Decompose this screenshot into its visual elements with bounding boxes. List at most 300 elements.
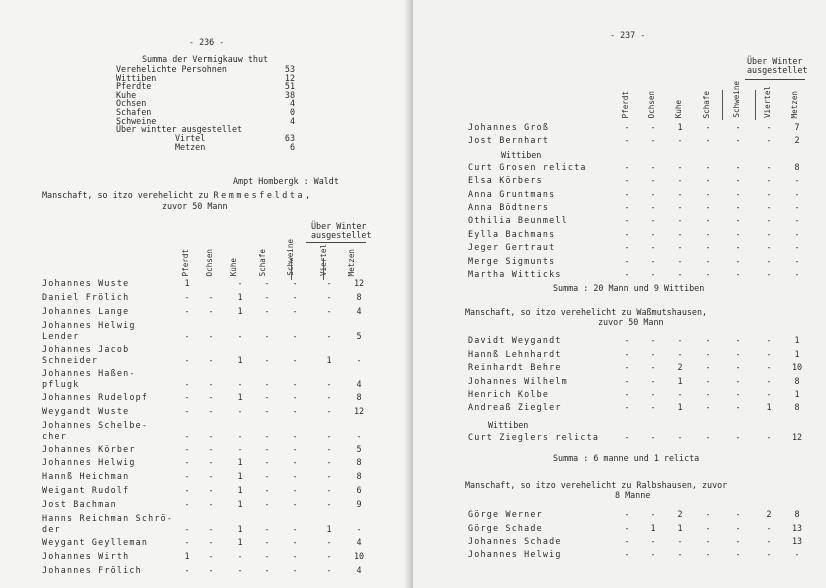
row-cell: 1 <box>677 522 683 533</box>
row-cell: - <box>264 443 270 454</box>
summary-label: Schweine <box>116 115 157 126</box>
row-cell: - <box>705 242 711 253</box>
row-cell: - <box>208 305 214 316</box>
row-cell: - <box>650 215 656 226</box>
row-cell: - <box>326 471 332 482</box>
place-name: Remmesfeldta <box>213 190 306 200</box>
row-cell: 1 <box>237 354 243 365</box>
winter-header-rule <box>306 242 366 243</box>
row-cell: - <box>264 537 270 547</box>
row-cell: 1 <box>677 375 683 386</box>
row-cell: - <box>677 135 683 146</box>
row-cell: - <box>735 522 741 533</box>
row-cell: - <box>766 375 772 386</box>
row-cell: - <box>766 122 772 132</box>
row-cell: - <box>650 362 656 373</box>
row-name: Anna Bödtners <box>468 202 550 212</box>
row-cell: - <box>794 549 800 560</box>
row-cell: 8 <box>794 509 800 520</box>
row-cell: - <box>624 242 630 253</box>
row-cell: - <box>650 202 656 212</box>
row-cell: - <box>208 391 214 402</box>
row-cell: 2 <box>677 509 683 520</box>
row-cell: - <box>705 536 711 546</box>
row-cell: - <box>264 278 270 288</box>
row-name: Hannß Heichman <box>42 471 130 482</box>
row-cell: - <box>650 348 656 359</box>
row-cell: - <box>766 135 772 146</box>
row-cell: - <box>184 405 190 416</box>
row-cell: 8 <box>356 457 362 468</box>
row-cell: 1 <box>237 471 243 482</box>
row-cell: - <box>735 348 741 359</box>
row-cell: - <box>624 389 630 399</box>
row-cell: - <box>624 188 630 199</box>
row-cell: 4 <box>356 305 362 316</box>
row-cell: 1 <box>237 499 243 510</box>
row-cell: - <box>735 269 741 279</box>
row-cell: - <box>208 550 214 561</box>
row-cell: - <box>184 378 190 389</box>
row-cell: 1 <box>237 391 243 402</box>
row-cell: 1 <box>326 524 332 534</box>
row-cell: - <box>794 202 800 212</box>
page-number: - 236 - <box>189 37 225 47</box>
row-name: Curt Grosen relicta <box>468 161 587 172</box>
row-name: Johannes Schade <box>468 536 562 546</box>
row-cell: - <box>705 135 711 146</box>
row-cell: - <box>735 161 741 172</box>
row-cell: - <box>264 524 270 534</box>
row-cell: - <box>677 242 683 253</box>
row-cell: - <box>208 354 214 365</box>
row-cell: - <box>766 335 772 346</box>
row-cell: - <box>650 269 656 279</box>
row-cell: - <box>794 255 800 266</box>
row-cell: - <box>292 305 298 316</box>
right-page <box>413 0 826 588</box>
row-cell: - <box>705 122 711 132</box>
row-cell: - <box>292 291 298 302</box>
row-cell: - <box>184 354 190 365</box>
row-cell: - <box>184 485 190 496</box>
row-name: Henrich Kolbe <box>468 389 550 399</box>
row-cell: - <box>292 391 298 402</box>
row-cell: - <box>624 122 630 132</box>
column-header: Schafe <box>702 90 711 118</box>
row-cell: - <box>766 161 772 172</box>
summary-value: 4 <box>289 115 295 126</box>
row-cell: - <box>326 564 332 575</box>
row-cell: 1 <box>237 457 243 468</box>
row-cell: - <box>766 389 772 399</box>
row-cell: - <box>624 269 630 279</box>
row-cell: - <box>237 378 243 389</box>
row-cell: - <box>677 202 683 212</box>
row-cell: - <box>766 269 772 279</box>
row-cell: - <box>677 161 683 172</box>
row-cell: - <box>677 228 683 239</box>
row-cell: - <box>624 175 630 186</box>
row-cell: - <box>184 330 190 341</box>
row-cell: - <box>237 550 243 561</box>
column-header: Kuhe <box>674 99 683 118</box>
row-cell: - <box>650 122 656 132</box>
row-cell: - <box>624 348 630 359</box>
row-name: Görge Werner <box>468 509 543 520</box>
row-name: Johannes Lange <box>42 305 130 316</box>
row-cell: - <box>766 348 772 359</box>
row-name: Hanns Reichman Schrö- der <box>42 513 174 534</box>
row-cell: - <box>705 375 711 386</box>
row-cell: - <box>650 402 656 413</box>
row-cell: - <box>326 391 332 402</box>
row-cell: - <box>650 161 656 172</box>
row-name: Merge Sigmunts <box>468 255 556 266</box>
row-cell: - <box>705 175 711 186</box>
row-cell: - <box>650 335 656 346</box>
row-name: Johannes Haßen- pflugk <box>42 367 136 389</box>
row-cell: - <box>735 228 741 239</box>
row-cell: - <box>735 549 741 560</box>
row-cell: - <box>326 305 332 316</box>
row-name: Anna Gruntmans <box>468 188 556 199</box>
row-cell: - <box>705 335 711 346</box>
row-cell: - <box>677 335 683 346</box>
wittiben-label: Wittiben <box>488 419 529 430</box>
row-cell: 8 <box>794 161 800 172</box>
row-cell: 1 <box>184 550 190 561</box>
row-cell: - <box>208 405 214 416</box>
row-cell: - <box>326 291 332 302</box>
row-cell: 2 <box>766 509 772 520</box>
row-cell: - <box>292 430 298 441</box>
row-cell: - <box>292 471 298 482</box>
row-cell: - <box>292 278 298 288</box>
row-cell: 13 <box>791 522 803 533</box>
row-cell: - <box>650 228 656 239</box>
intro-line-2: zuvor 50 Mann <box>162 201 228 211</box>
row-cell: - <box>766 175 772 186</box>
summary-value: 53 <box>284 64 295 74</box>
row-cell: - <box>735 362 741 373</box>
row-cell: - <box>264 405 270 416</box>
row-cell: - <box>326 485 332 496</box>
column-header: Metzen <box>347 248 356 276</box>
row-cell: - <box>237 330 243 341</box>
row-cell: - <box>292 485 298 496</box>
row-name: Davidt Weygandt <box>468 335 562 346</box>
row-cell: 13 <box>791 536 803 546</box>
row-cell: 1 <box>677 122 683 132</box>
row-cell: - <box>184 391 190 402</box>
row-cell: - <box>766 215 772 226</box>
intro-line: Manschaft, so itzo verehelicht zu Ralbshausen, zuvor <box>465 480 728 491</box>
row-cell: - <box>794 228 800 239</box>
row-cell: - <box>264 305 270 316</box>
row-cell: - <box>735 375 741 386</box>
row-cell: - <box>264 430 270 441</box>
page-number: - 237 - <box>610 30 646 40</box>
row-cell: - <box>264 564 270 575</box>
row-cell: - <box>208 537 214 547</box>
column-header: Pferdt <box>621 90 630 118</box>
row-cell: - <box>292 443 298 454</box>
row-cell: - <box>650 389 656 399</box>
row-cell: - <box>184 524 190 534</box>
column-header: Schweine <box>732 81 741 118</box>
row-cell: 12 <box>791 431 803 442</box>
row-cell: - <box>735 402 741 413</box>
row-cell: - <box>735 431 741 442</box>
row-cell: - <box>326 499 332 510</box>
row-cell: - <box>292 457 298 468</box>
row-cell: - <box>208 564 214 575</box>
row-cell: - <box>292 524 298 534</box>
row-cell: - <box>208 524 214 534</box>
intro-line-2: zuvor 50 Mann <box>598 317 664 328</box>
row-cell: - <box>677 255 683 266</box>
row-cell: 1 <box>766 402 772 413</box>
row-cell: - <box>677 431 683 442</box>
row-cell: - <box>208 330 214 341</box>
row-cell: - <box>264 499 270 510</box>
row-cell: - <box>650 135 656 146</box>
row-name: Curt Zieglers relicta <box>468 431 600 442</box>
column-header: Ochsen <box>205 248 214 276</box>
row-name: Görge Schade <box>468 522 543 533</box>
row-cell: - <box>184 457 190 468</box>
row-cell: - <box>184 291 190 302</box>
summary-label: Pferdte <box>116 81 152 92</box>
intro-line: Manschaft, so itzo verehelicht zu Waßmutshausen, <box>465 307 708 318</box>
summa-line: Summa : 20 Mann und 9 Wittiben <box>553 283 705 294</box>
row-cell: - <box>766 242 772 253</box>
row-cell: - <box>326 278 332 288</box>
row-cell: 8 <box>356 471 362 482</box>
row-cell: - <box>326 443 332 454</box>
intro-line-2: 8 Manne <box>615 490 651 501</box>
row-cell: - <box>208 485 214 496</box>
row-cell: 2 <box>794 135 800 146</box>
summary-title: Summa der Vermigkauw thut <box>142 54 269 64</box>
row-cell: - <box>735 242 741 253</box>
row-cell: - <box>705 228 711 239</box>
summary-label: Kuhe <box>116 89 137 100</box>
row-name: Johannes Helwig <box>468 549 562 560</box>
row-cell: - <box>208 378 214 389</box>
row-cell: - <box>766 549 772 560</box>
row-cell: - <box>624 228 630 239</box>
row-cell: - <box>356 354 362 365</box>
row-cell: - <box>624 202 630 212</box>
column-divider <box>323 258 324 280</box>
summary-label: Virtel <box>175 133 206 144</box>
row-cell: - <box>650 188 656 199</box>
row-cell: - <box>677 348 683 359</box>
row-cell: 1 <box>237 305 243 316</box>
row-cell: 1 <box>794 348 800 359</box>
row-cell: - <box>624 509 630 520</box>
row-cell: - <box>650 549 656 560</box>
row-name: Jost Bernhart <box>468 135 550 146</box>
row-cell: - <box>766 188 772 199</box>
summary-label: Metzen <box>175 142 206 153</box>
row-cell: - <box>794 188 800 199</box>
row-cell: - <box>705 161 711 172</box>
column-divider <box>291 258 292 280</box>
row-cell: 9 <box>356 499 362 510</box>
column-header: Ochsen <box>647 90 656 118</box>
row-cell: - <box>735 536 741 546</box>
row-name: Elsa Körbers <box>468 175 543 186</box>
row-cell: - <box>735 188 741 199</box>
row-cell: - <box>766 362 772 373</box>
row-name: Andreaß Ziegler <box>468 402 562 413</box>
row-cell: - <box>794 242 800 253</box>
row-name: Johannes Schelbe- cher <box>42 419 149 441</box>
row-cell: - <box>705 509 711 520</box>
row-cell: - <box>264 471 270 482</box>
row-cell: 1 <box>677 402 683 413</box>
row-cell: - <box>735 509 741 520</box>
row-cell: - <box>794 175 800 186</box>
row-cell: 8 <box>794 402 800 413</box>
row-cell: 6 <box>356 485 362 496</box>
row-cell: - <box>677 175 683 186</box>
row-cell: - <box>766 431 772 442</box>
row-cell: - <box>264 550 270 561</box>
row-cell: - <box>624 431 630 442</box>
row-name: Johannes Jacob Schneider <box>42 343 130 365</box>
row-name: Eylla Bachmans <box>468 228 556 239</box>
row-cell: - <box>766 522 772 533</box>
row-cell: - <box>766 255 772 266</box>
row-cell: - <box>794 269 800 279</box>
row-name: Martha Witticks <box>468 269 562 279</box>
row-cell: - <box>292 378 298 389</box>
summary-value: 38 <box>284 89 295 100</box>
row-cell: - <box>237 564 243 575</box>
row-name: Johannes Groß <box>468 122 550 132</box>
row-name: Othilia Beunmell <box>468 215 568 226</box>
row-cell: - <box>650 255 656 266</box>
column-header: Kuhe <box>229 257 238 276</box>
row-cell: - <box>326 457 332 468</box>
row-cell: - <box>184 305 190 316</box>
row-cell: - <box>705 431 711 442</box>
row-cell: - <box>624 335 630 346</box>
column-header: Schafe <box>258 248 267 276</box>
row-cell: - <box>677 536 683 546</box>
row-cell: 1 <box>326 354 332 365</box>
row-cell: - <box>624 536 630 546</box>
intro-line: Manschaft, so itzo verehelicht zu Remmesfeldta, <box>42 190 311 200</box>
summary-value: 6 <box>289 142 295 153</box>
row-cell: - <box>292 537 298 547</box>
column-header: Viertel <box>319 243 328 276</box>
row-cell: - <box>624 549 630 560</box>
row-cell: 8 <box>356 391 362 402</box>
row-cell: 7 <box>794 122 800 132</box>
row-cell: - <box>705 549 711 560</box>
row-cell: - <box>326 430 332 441</box>
row-cell: - <box>184 564 190 575</box>
row-cell: - <box>356 524 362 534</box>
row-cell: 1 <box>650 522 656 533</box>
row-name: Daniel Frölich <box>42 291 130 302</box>
row-cell: - <box>705 202 711 212</box>
row-cell: - <box>292 405 298 416</box>
row-cell: - <box>264 457 270 468</box>
row-cell: - <box>208 291 214 302</box>
row-cell: - <box>184 537 190 547</box>
row-cell: - <box>237 430 243 441</box>
row-cell: - <box>326 550 332 561</box>
row-cell: - <box>735 389 741 399</box>
winter-header: Über Winter ausgestellet <box>747 56 808 75</box>
row-cell: - <box>735 335 741 346</box>
row-cell: - <box>326 537 332 547</box>
row-cell: 5 <box>356 330 362 341</box>
row-cell: - <box>208 471 214 482</box>
row-cell: - <box>794 215 800 226</box>
row-name: Jost Bachman <box>42 499 117 510</box>
row-cell: - <box>208 430 214 441</box>
row-cell: - <box>624 402 630 413</box>
row-cell: - <box>705 522 711 533</box>
row-cell: - <box>705 402 711 413</box>
summary-label: Schafen <box>116 107 152 117</box>
row-cell: 4 <box>356 378 362 389</box>
row-cell: - <box>264 330 270 341</box>
row-cell: - <box>766 536 772 546</box>
row-cell: - <box>735 255 741 266</box>
summary-winter-label: Über wintter ausgestellet <box>116 124 243 135</box>
row-cell: - <box>184 443 190 454</box>
row-cell: - <box>650 175 656 186</box>
row-cell: - <box>650 509 656 520</box>
summary-label: Verehelichte Persohnen <box>116 64 227 74</box>
column-header: Metzen <box>790 90 799 118</box>
row-cell: - <box>650 431 656 442</box>
row-cell: - <box>677 215 683 226</box>
row-cell: - <box>237 405 243 416</box>
wittiben-label: Wittiben <box>501 149 542 160</box>
row-cell: 5 <box>356 443 362 454</box>
row-cell: - <box>705 389 711 399</box>
row-cell: 4 <box>356 564 362 575</box>
row-cell: - <box>705 348 711 359</box>
row-cell: 1 <box>237 291 243 302</box>
row-cell: 1 <box>184 278 190 288</box>
summary-value: 51 <box>284 81 295 92</box>
row-cell: 12 <box>353 278 365 288</box>
row-cell: - <box>624 135 630 146</box>
row-name: Johannes Rudelopf <box>42 391 149 402</box>
row-cell: - <box>705 269 711 279</box>
row-cell: - <box>326 330 332 341</box>
row-cell: - <box>292 564 298 575</box>
row-cell: - <box>326 405 332 416</box>
row-cell: - <box>677 269 683 279</box>
row-cell: - <box>264 354 270 365</box>
row-cell: - <box>735 215 741 226</box>
row-cell: - <box>705 188 711 199</box>
column-header: Schweine <box>286 239 295 276</box>
row-cell: 10 <box>791 362 803 373</box>
row-cell: 1 <box>794 389 800 399</box>
